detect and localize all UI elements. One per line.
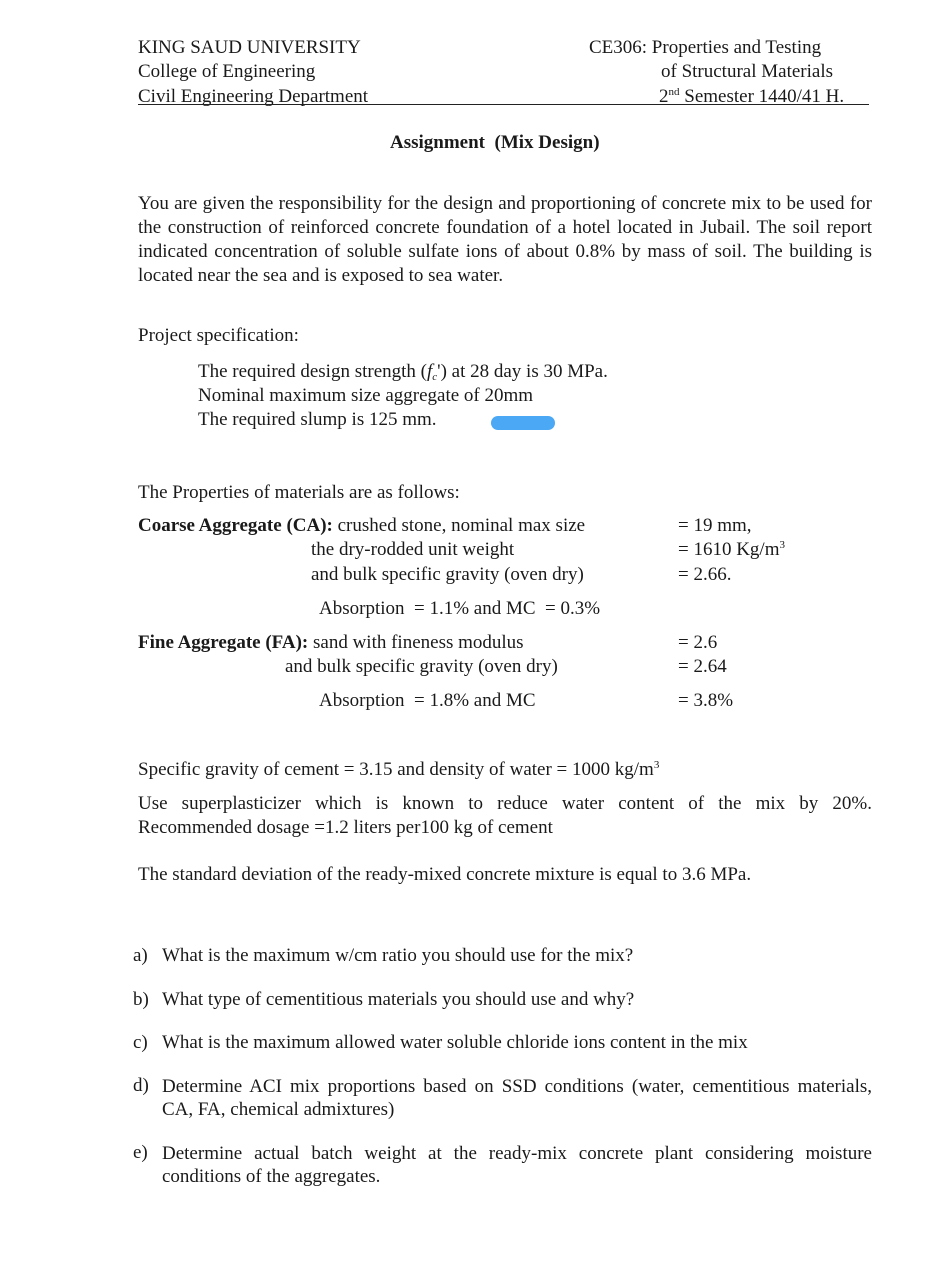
fine-specific-gravity-value: = 2.64: [678, 656, 727, 677]
question-text: What type of cementitious materials you should use and why?: [162, 989, 635, 1010]
question-letter: b): [133, 989, 149, 1010]
fine-mc-value: = 3.8%: [678, 690, 734, 711]
course-title-line1: CE306: Properties and Testing: [589, 37, 822, 58]
fine-absorption: Absorption = 1.8% and MC: [319, 690, 536, 711]
highlight-marker: [491, 416, 555, 430]
question-letter: e): [133, 1142, 148, 1163]
question-text: Determine ACI mix proportions based on SSD conditions (water, cementitious materials, CA, FA, chemical admixtures): [162, 1076, 872, 1120]
aggregate-spec: Nominal maximum size aggregate of 20mm: [198, 385, 534, 406]
cement-gravity-note: Specific gravity of cement = 3.15 and density of water = 1000 $kg/m^3$: [138, 759, 660, 780]
coarse-absorption: Absorption = 1.1% and MC = 0.3%: [319, 598, 601, 619]
coarse-unit-weight-label: the dry-rodded unit weight: [311, 539, 515, 560]
question-letter: a): [133, 945, 148, 966]
question-letter: d): [133, 1075, 149, 1096]
university-name: KING SAUD UNIVERSITY: [138, 37, 361, 58]
coarse-specific-gravity-label: and bulk specific gravity (oven dry): [311, 564, 584, 585]
semester-line: 2nd Semester 1440/41 H.: [659, 86, 845, 107]
department-name: Civil Engineering Department: [138, 86, 369, 107]
coarse-aggregate-line1: Coarse Aggregate (CA): crushed stone, nominal max size: [138, 515, 586, 536]
question-letter: c): [133, 1032, 148, 1053]
fine-modulus-value: = 2.6: [678, 632, 718, 653]
coarse-specific-gravity-value: = 2.66.: [678, 564, 732, 585]
coarse-max-size-value: = 19 mm,: [678, 515, 752, 536]
course-title-line2: of Structural Materials: [661, 61, 834, 82]
fine-aggregate-line1: Fine Aggregate (FA): sand with fineness modulus: [138, 632, 524, 653]
slump-spec: The required slump is 125 mm.: [198, 409, 437, 430]
dosage-note: Recommended dosage =1.2 liters per100 kg of cement: [138, 817, 553, 838]
strength-spec: The required design strength $(f_c')$ at 28 day is 30 MPa.: [198, 361, 608, 383]
college-name: College of Engineering: [138, 61, 316, 82]
fine-specific-gravity-label: and bulk specific gravity (oven dry): [285, 656, 558, 677]
question-text: Determine actual batch weight at the ready-mix concrete plant considering moisture conditions of the aggregates.: [162, 1143, 872, 1187]
materials-heading: The Properties of materials are as follows:: [138, 482, 460, 503]
header-divider: [138, 104, 869, 105]
question-text: What is the maximum allowed water soluble chloride ions content in the mix: [162, 1032, 748, 1053]
assignment-title: Assignment (Mix Design): [390, 132, 600, 153]
std-deviation-note: The standard deviation of the ready-mixed concrete mixture is equal to 3.6 MPa.: [138, 864, 752, 885]
coarse-unit-weight-value: = 1610 $Kg/m^3$: [678, 539, 785, 560]
question-text: What is the maximum w/cm ratio you should use for the mix?: [162, 945, 634, 966]
project-spec-heading: Project specification:: [138, 325, 299, 346]
intro-paragraph: You are given the responsibility for the design and proportioning of concrete mix to be used for the construction of reinforced concrete foundation of a hotel located in Jubail. The soil report indicated concentration of soluble sulfate ions of about 0.8% by mass of soil. The building is located near the sea and is exposed to sea water.: [138, 193, 872, 286]
superplasticizer-note: Use superplasticizer which is known to reduce water content of the mix by 20%.: [138, 793, 872, 814]
